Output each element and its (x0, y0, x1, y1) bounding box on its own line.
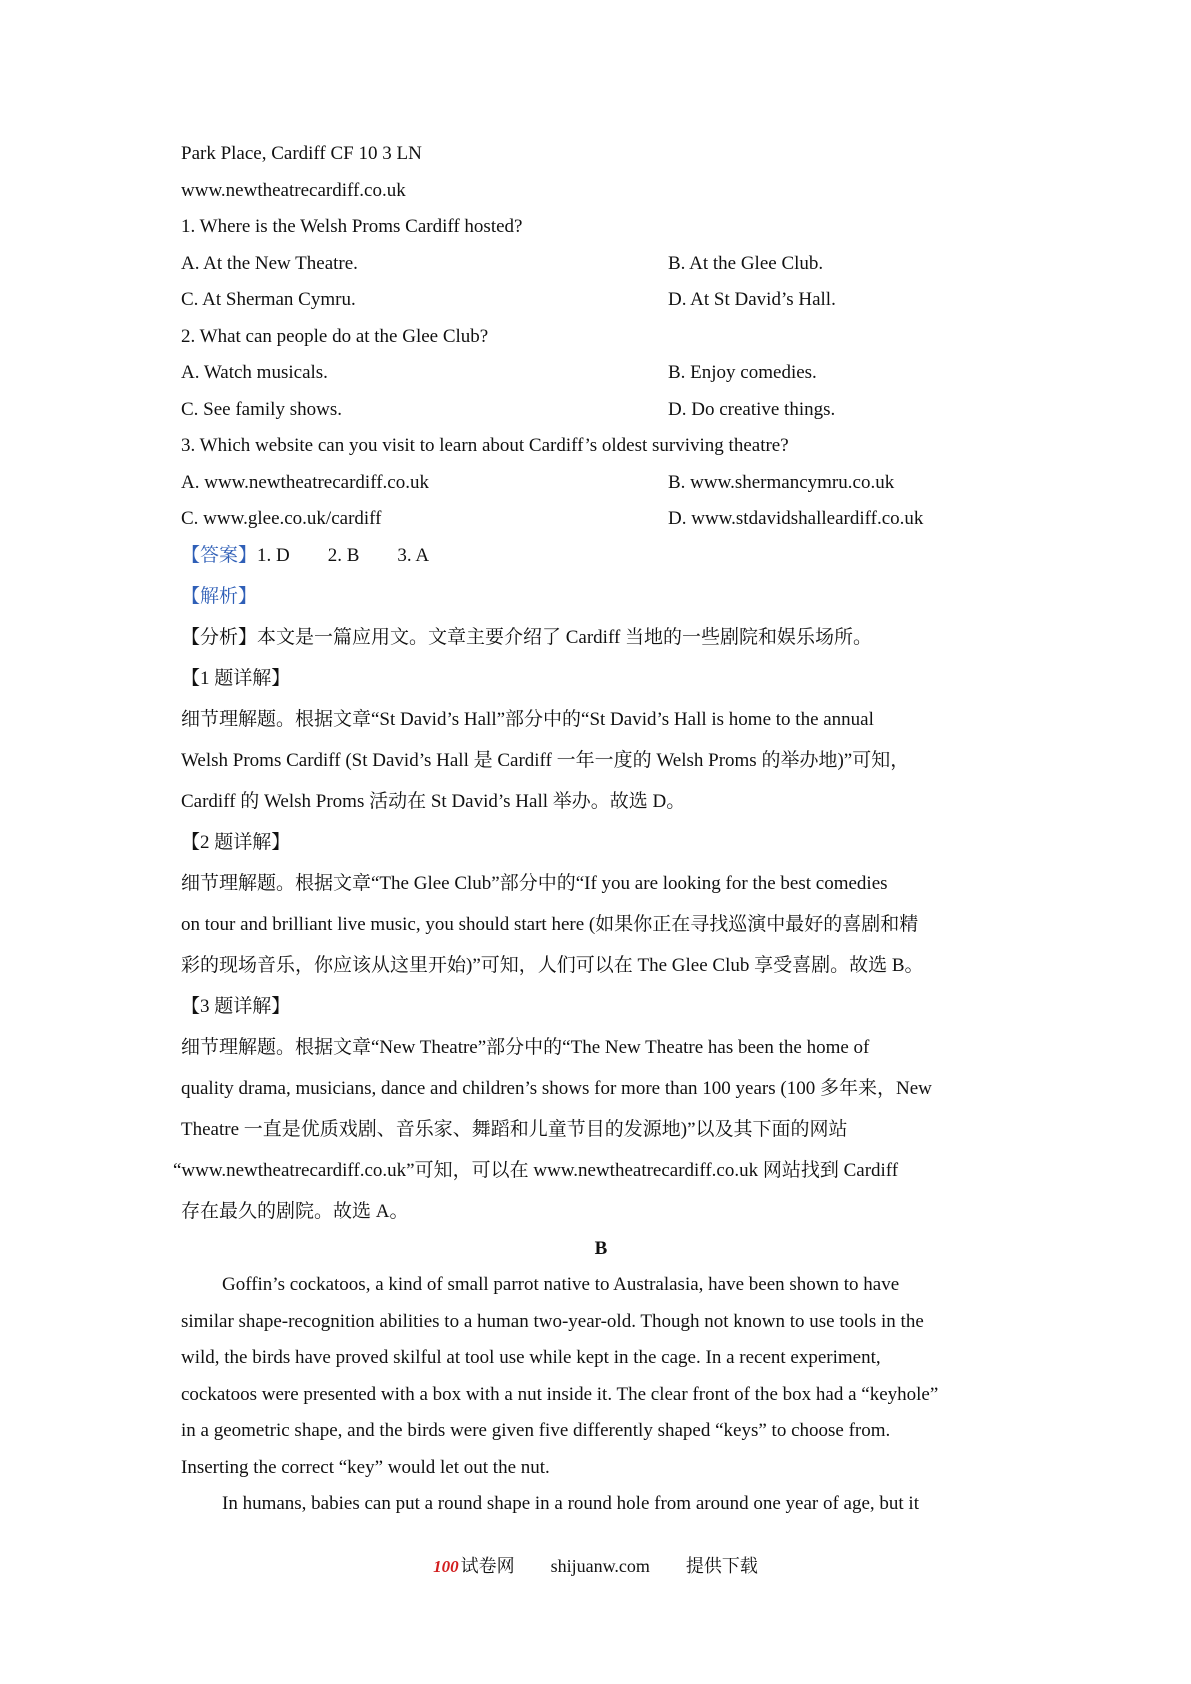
answer-line (181, 544, 1021, 568)
section-b-paragraph-2 (181, 1492, 1021, 1516)
section-b-paragraph-1 (181, 1273, 1021, 1480)
paragraph-line: In humans, babies can put a round shape in a round hole from around one year of age, but it (222, 1493, 919, 1514)
option-c: C. www.glee.co.uk/cardiff (181, 508, 382, 529)
question-stem: 3. Which website can you visit to learn about Cardiff’s oldest surviving theatre? (181, 435, 789, 456)
detail-heading: 【3 题详解】 (181, 995, 291, 1017)
address-line: Park Place, Cardiff CF 10 3 LN (181, 143, 422, 164)
question-3 (181, 434, 1021, 531)
question-1 (181, 215, 1021, 312)
detail-line: Cardiff 的 Welsh Proms 活动在 St David’s Hall 举办。故选 D。 (181, 790, 686, 812)
detail-line: 细节理解题。根据文章“The Glee Club”部分中的“If you are looking for the best comedies (181, 872, 888, 894)
option-c: C. See family shows. (181, 398, 342, 420)
detail-1 (181, 667, 1021, 814)
detail-line: “www.newtheatrecardiff.co.uk”可知，可以在 www.newtheatrecardiff.co.uk 网站找到 Cardiff (173, 1159, 899, 1181)
answer-tag: 【答案】 (181, 544, 258, 566)
option-row (181, 288, 1021, 312)
page-footer (0, 1554, 1191, 1579)
document-page (173, 142, 1021, 1529)
option-d: D. Do creative things. (668, 398, 836, 420)
option-b: B. At the Glee Club. (668, 252, 824, 274)
detail-heading: 【2 题详解】 (181, 831, 291, 853)
option-row (181, 398, 1021, 422)
site-domain: shijuanw.com (550, 1556, 650, 1576)
question-stem: 2. What can people do at the Glee Club? (181, 325, 489, 347)
detail-line: 彩的现场音乐，你应该从这里开始)”可知，人们可以在 The Glee Club 享受喜剧。故选 B。 (181, 954, 924, 976)
paragraph-line: Inserting the correct “key” would let out the nut. (181, 1456, 550, 1478)
paragraph-line: wild, the birds have proved skilful at tool use while kept in the cage. In a recent experiment, (181, 1347, 881, 1368)
option-b: B. Enjoy comedies. (668, 362, 817, 383)
detail-2 (181, 831, 1021, 978)
option-c: C. At Sherman Cymru. (181, 289, 356, 310)
site-name: 试卷网 (460, 1556, 515, 1576)
site-tagline: 提供下载 (685, 1556, 758, 1576)
option-row (181, 471, 1021, 495)
detail-heading: 【1 题详解】 (181, 667, 291, 689)
option-d: D. www.stdavidshalleardiff.co.uk (668, 508, 924, 529)
website-line: www.newtheatrecardiff.co.uk (181, 179, 406, 201)
option-row (181, 507, 1021, 531)
option-row (181, 252, 1021, 276)
paragraph-line: cockatoos were presented with a box with a nut inside it. The clear front of the box had a “keyhole” (181, 1383, 939, 1405)
option-d: D. At St David’s Hall. (668, 289, 836, 310)
question-2 (181, 325, 1021, 422)
option-a: A. Watch musicals. (181, 362, 328, 383)
answer-text: 1. D 2. B 3. A (257, 544, 430, 566)
site-logo: 100 (433, 1557, 459, 1576)
question-stem: 1. Where is the Welsh Proms Cardiff hosted? (181, 216, 523, 237)
detail-line: Welsh Proms Cardiff (St David’s Hall 是 Cardiff 一年一度的 Welsh Proms 的举办地)”可知， (181, 749, 910, 771)
detail-line: 细节理解题。根据文章“New Theatre”部分中的“The New Theatre has been the home of (181, 1036, 870, 1058)
paragraph-line: in a geometric shape, and the birds were given five differently shaped “keys” to choose from. (181, 1420, 891, 1441)
paragraph-line: similar shape-recognition abilities to a human two-year-old. Though not known to use tools in the (181, 1310, 924, 1332)
option-row (181, 361, 1021, 385)
detail-3 (173, 995, 1021, 1224)
section-title: B (594, 1237, 608, 1259)
summary-line: 【分析】本文是一篇应用文。文章主要介绍了 Cardiff 当地的一些剧院和娱乐场所。 (181, 626, 873, 648)
detail-line: quality drama, musicians, dance and children’s shows for more than 100 years (100 多年来，New (181, 1077, 932, 1099)
option-a: A. www.newtheatrecardiff.co.uk (181, 471, 429, 493)
detail-line: 存在最久的剧院。故选 A。 (181, 1200, 409, 1222)
option-a: A. At the New Theatre. (181, 252, 358, 274)
analysis-tag (181, 585, 1021, 609)
detail-line: on tour and brilliant live music, you should start here (如果你正在寻找巡演中最好的喜剧和精 (181, 913, 919, 935)
paragraph-line: Goffin’s cockatoos, a kind of small parrot native to Australasia, have been shown to have (222, 1274, 900, 1295)
option-b: B. www.shermancymru.co.uk (668, 471, 895, 493)
analysis-label: 【解析】 (181, 585, 258, 607)
detail-line: Theatre 一直是优质戏剧、音乐家、舞蹈和儿童节目的发源地)”以及其下面的网站 (181, 1118, 848, 1140)
detail-line: 细节理解题。根据文章“St David’s Hall”部分中的“St David’s Hall is home to the annual (181, 708, 874, 730)
